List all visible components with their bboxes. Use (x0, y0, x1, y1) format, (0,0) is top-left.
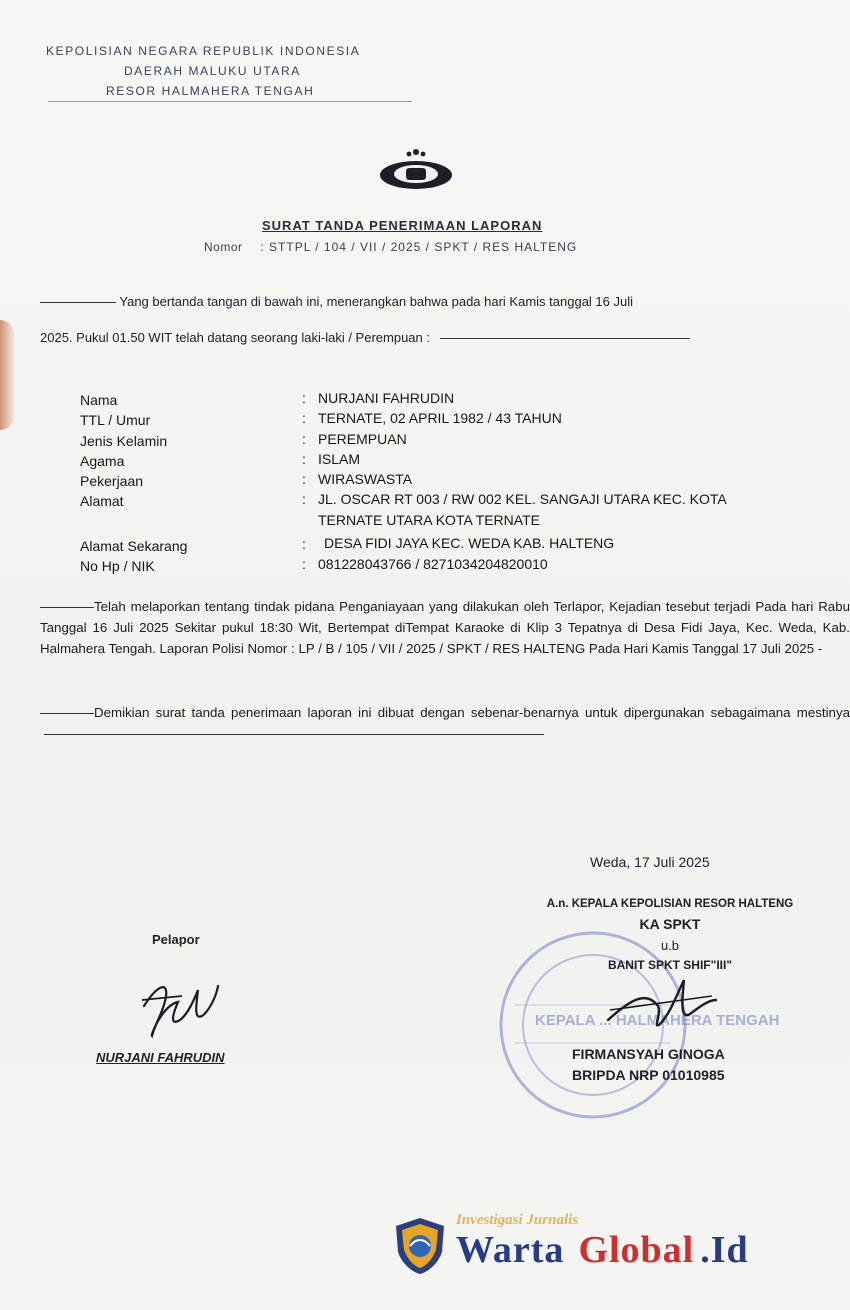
report-paragraph (40, 596, 850, 659)
document-title: SURAT TANDA PENERIMAAN LAPORAN (262, 218, 543, 233)
reporter-name: NURJANI FAHRUDIN (96, 1050, 225, 1065)
leader-dash (44, 734, 544, 735)
leader-dash (40, 607, 94, 608)
letterhead-line-1: KEPOLISIAN NEGARA REPUBLIK INDONESIA (46, 44, 361, 58)
letterhead-rule (48, 101, 412, 102)
watermark-brand-part1: Warta (456, 1229, 565, 1271)
intro-line-2 (40, 330, 690, 345)
watermark-brand-part2: Global (578, 1229, 695, 1271)
field-label-phone-nik: No Hp / NIK (80, 558, 155, 574)
watermark-tagline: Investigasi Jurnalis (456, 1212, 579, 1228)
field-label-current-address: Alamat Sekarang (80, 538, 188, 554)
field-value-phone-nik: 081228043766 / 8271034204820010 (318, 556, 548, 572)
intro-text-1: Yang bertanda tangan di bawah ini, menerangkan bahwa pada hari Kamis tanggal 16 Juli (119, 294, 634, 309)
letterhead-line-2: DAERAH MALUKU UTARA (124, 64, 301, 78)
officer-title-2: KA SPKT (639, 916, 701, 932)
watermark-brand-part3: .Id (700, 1229, 749, 1271)
officer-title-1: A.n. KEPALA KEPOLISIAN RESOR HALTENG (546, 898, 794, 910)
officer-name: FIRMANSYAH GINOGA (572, 1046, 725, 1062)
field-value-religion: ISLAM (318, 451, 361, 467)
officer-signature-icon (600, 970, 720, 1040)
officer-title-4: BANIT SPKT SHIF"III" (607, 958, 733, 972)
field-colon: : (302, 431, 306, 447)
field-colon: : (302, 536, 306, 552)
field-value-occupation: WIRASWASTA (318, 471, 413, 487)
intro-text-2: 2025. Pukul 01.50 WIT telah datang seorang laki-laki / Perempuan : (40, 330, 430, 345)
stamp-text: KEPALA ... HALMAHERA TENGAH (535, 1012, 780, 1029)
place-date: Weda, 17 Juli 2025 (590, 854, 710, 870)
shield-logo-icon (392, 1216, 448, 1276)
officer-rank: BRIPDA NRP 01010985 (572, 1067, 725, 1083)
field-value-gender: PEREMPUAN (318, 431, 407, 447)
field-value-nama: NURJANI FAHRUDIN (318, 390, 455, 406)
field-colon: : (302, 451, 306, 467)
field-colon: : (302, 410, 306, 426)
watermark-logo (392, 1212, 822, 1282)
field-value-ttl: TERNATE, 02 APRIL 1982 / 43 TAHUN (318, 410, 562, 426)
field-label-gender: Jenis Kelamin (80, 433, 168, 449)
document-number-value: : STTPL / 104 / VII / 2025 / SPKT / RES HALTENG (260, 240, 578, 254)
photo-edge-shadow (0, 320, 14, 430)
field-colon: : (302, 390, 306, 406)
field-label-occupation: Pekerjaan (80, 473, 144, 489)
watermark-brand (456, 1228, 749, 1272)
field-value-address: JL. OSCAR RT 003 / RW 002 KEL. SANGAJI UTARA KEC. KOTA (318, 491, 727, 507)
field-colon: : (302, 556, 306, 572)
field-value-current-address: DESA FIDI JAYA KEC. WEDA KAB. HALTENG (324, 535, 615, 551)
field-label-nama: Nama (80, 392, 118, 408)
closing-text: Demikian surat tanda penerimaan laporan ini dibuat dengan sebenar-benarnya untuk dipergunakan sebagaimana mestinya (94, 705, 850, 720)
field-label-religion: Agama (80, 453, 125, 469)
document-number-label: Nomor (204, 240, 243, 254)
reporter-signature-icon (138, 976, 224, 1040)
intro-line-1 (40, 294, 633, 309)
field-label-address: Alamat (80, 493, 124, 509)
closing-paragraph (40, 702, 850, 744)
document-number (204, 240, 577, 254)
letterhead-line-3: RESOR HALMAHERA TENGAH (106, 84, 315, 98)
reporter-label: Pelapor (152, 932, 200, 947)
field-label-ttl: TTL / Umur (80, 412, 151, 428)
officer-title-3: u.b (660, 938, 680, 953)
police-emblem-icon (376, 142, 456, 192)
leader-dash (40, 302, 116, 303)
field-colon: : (302, 471, 306, 487)
field-value-address-cont: TERNATE UTARA KOTA TERNATE (318, 512, 540, 528)
leader-dash (40, 713, 94, 714)
field-colon: : (302, 491, 306, 507)
report-text: Telah melaporkan tentang tindak pidana Penganiayaan yang dilakukan oleh Terlapor, Kejadian tesebut terjadi Pada hari Rabu Tanggal 16 Juli 2025 Sekitar pukul 18:30 Wit, Bertempat diTempat Karaoke di Klip 3 Tepatnya di Desa Fidi Jaya, Kec. Weda, Kab. Halmahera Tengah. Laporan Polisi Nomor : LP / B / 105 / VII / 2025 / SPKT / RES HALTENG Pada Hari Kamis Tanggal 17 Juli 2025 - (40, 599, 850, 656)
leader-dash (440, 338, 690, 339)
